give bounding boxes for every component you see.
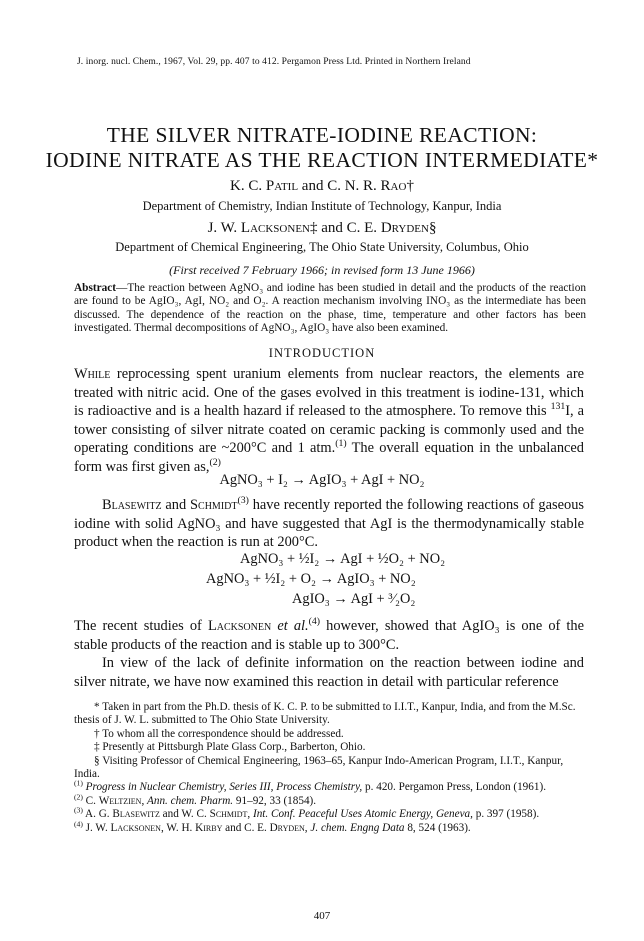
footnote-mark: † — [406, 178, 414, 194]
reference-4 — [74, 818, 586, 835]
footnote: † To whom all the correspondence should be addressed. — [94, 727, 344, 740]
authors-line-1 — [0, 178, 644, 195]
author-name: Schmidt — [190, 497, 238, 513]
journal-header: J. inorg. nucl. Chem., 1967, Vol. 29, pp. 407 to 412. Pergamon Press Ltd. Printed in Northern Ireland — [77, 57, 471, 67]
ref-text: , — [247, 808, 253, 821]
ref-author: Kirby — [195, 821, 223, 834]
ref-title: J. chem. Engng Data — [310, 821, 405, 834]
ref-mark: (2) — [209, 456, 221, 468]
para-text: The overall equation in the unbalanced form was first given as, — [74, 440, 584, 475]
footnote-mark: ‡ — [309, 220, 318, 236]
intro-paragraph-1 — [74, 365, 584, 476]
author-initials: J. W. — [207, 220, 241, 236]
para-text: and — [161, 497, 191, 513]
equation-2c: AgIO₃ → AgI + ³⁄₂O₂ — [292, 591, 416, 607]
ref-title: Int. Conf. Peaceful Uses Atomic Energy, Geneva, — [252, 808, 473, 821]
abstract-text: —The reaction between AgNO₃ and iodine has been studied in detail and the products of the reaction are found to be AgIO₃, AgI, NO₂ and O₂. A reaction mechanism involving INO₃ as the intermediate has been discussed. The dependence of the reaction on the phase, time, temperature and other factors has been investigated. Thermal decompositions of AgNO₃, AgIO₃ have also been examined. — [74, 282, 586, 335]
ref-text: C. — [82, 794, 99, 807]
ref-text: J. W. — [82, 821, 111, 834]
footnote: ‡ Presently at Pittsburgh Plate Glass Corp., Barberton, Ohio. — [94, 741, 366, 754]
received-dates: (First received 7 February 1966; in revised form 13 June 1966) — [169, 263, 475, 277]
equation-2b: AgNO₃ + ½I₂ + O₂ → AgIO₃ + NO₂ — [206, 571, 416, 587]
page-number: 407 — [313, 910, 331, 922]
footnote: * Taken in part from the Ph.D. thesis of K. C. P. to be submitted to I.I.T., Kanpur, India, and from the M.Sc. thesis of J. W. L. submitted to The Ohio State University. — [74, 701, 576, 727]
affiliation-2: Department of Chemical Engineering, The Ohio State University, Columbus, Ohio — [115, 240, 529, 254]
reference-2 — [74, 792, 586, 808]
title-line-2: IODINE NITRATE AS THE REACTION INTERMEDIATE* — [45, 148, 599, 172]
author-name: Lacksonen — [207, 618, 272, 634]
section-heading: INTRODUCTION — [268, 346, 376, 360]
footnote: § Visiting Professor of Chemical Engineering, 1963–65, Kanpur Indo-American Program, I.I.T., Kanpur, India. — [74, 754, 564, 781]
ref-author: Schmidt — [209, 808, 248, 821]
footnote-mark: § — [428, 220, 437, 236]
ref-number: (3) — [74, 805, 83, 815]
abstract — [74, 282, 586, 336]
ref-text: , — [304, 821, 311, 834]
reference-3 — [74, 805, 586, 821]
equation-1: AgNO₃ + I₂ → AgIO₃ + AgI + NO₂ — [219, 472, 425, 488]
ref-author: Lacksonen — [110, 821, 161, 834]
ref-author: Weltzien — [98, 794, 142, 807]
author-name: Patil — [265, 178, 299, 194]
ref-text: 8, 524 (1963). — [404, 821, 471, 834]
ref-text: p. 420. Pergamon Press, London (1961). — [362, 781, 546, 794]
ref-text: and C. E. — [222, 821, 270, 834]
ref-text: , W. H. — [160, 821, 196, 834]
affiliation-1: Department of Chemistry, Indian Institute of Technology, Kanpur, India — [142, 199, 502, 213]
ref-text: 91–92, 33 (1854). — [233, 794, 317, 807]
para-text: reprocessing spent uranium elements from nuclear reactors, the elements are treated with nitric acid. One of the gases evolved in this treatment is iodine-131, which is radioactive and is a health hazard if released to the atmosphere. To remove this — [74, 366, 584, 419]
title-line-1: THE SILVER NITRATE-IODINE REACTION: — [106, 123, 538, 147]
ref-title: Progress in Nuclear Chemistry, Series III, Process Chemistry, — [85, 781, 363, 794]
para-text: The recent studies of — [74, 618, 208, 634]
author-name: Blasewitz — [102, 497, 162, 513]
ref-title: Ann. chem. Pharm. — [147, 794, 234, 807]
author-conjunction: and C. E. — [317, 220, 381, 236]
ref-number: (1) — [74, 778, 83, 788]
intro-paragraph-2 — [74, 496, 584, 552]
ref-author: Dryden — [269, 821, 305, 834]
intro-paragraph-4: In view of the lack of definite information on the reaction between iodine and silver nitrate, we have now examined this reaction in detail with particular reference — [74, 655, 584, 690]
et-al: et al. — [271, 618, 309, 634]
lead-word: While — [74, 366, 111, 382]
author-name: Lacksonen — [240, 220, 310, 236]
ref-mark: (4) — [308, 616, 321, 628]
intro-paragraph-3 — [74, 617, 584, 691]
author-name: Dryden — [380, 220, 429, 236]
abstract-label: Abstract — [74, 282, 117, 294]
author-conjunction: and C. N. R. — [298, 178, 381, 194]
reference-1 — [74, 778, 586, 794]
ref-text: A. G. — [82, 808, 113, 821]
ref-number: (2) — [74, 792, 83, 802]
ref-number: (4) — [74, 818, 83, 828]
ref-text: p. 397 (1958). — [472, 808, 540, 821]
footnotes — [74, 701, 586, 835]
author-name: Rao — [380, 178, 407, 194]
authors-line-2 — [0, 220, 644, 237]
equation-2a: AgNO₃ + ½I₂ → AgI + ½O₂ + NO₂ — [240, 551, 446, 567]
ref-mark: (1) — [335, 438, 347, 450]
para-text: have recently reported the following reactions of gaseous iodine with solid AgNO₃ and have suggested that AgI is the thermodynamically stable product when the reaction is run at 200°C. — [74, 497, 584, 550]
ref-author: Blasewitz — [112, 808, 160, 821]
para-text: I, a tower consisting of silver nitrate coated on ceramic packing is commonly used and the operating conditions are ~200°C and 1 atm. — [74, 403, 585, 456]
ref-mark: (3) — [237, 495, 249, 507]
isotope-number: 131 — [550, 401, 566, 413]
para-text: however, showed that AgIO₃ is one of the stable products of the reaction and is stable up to 300°C. — [74, 618, 585, 653]
author-initials: K. C. — [230, 178, 266, 194]
ref-text: , — [141, 794, 148, 807]
ref-text: and W. C. — [159, 808, 210, 821]
